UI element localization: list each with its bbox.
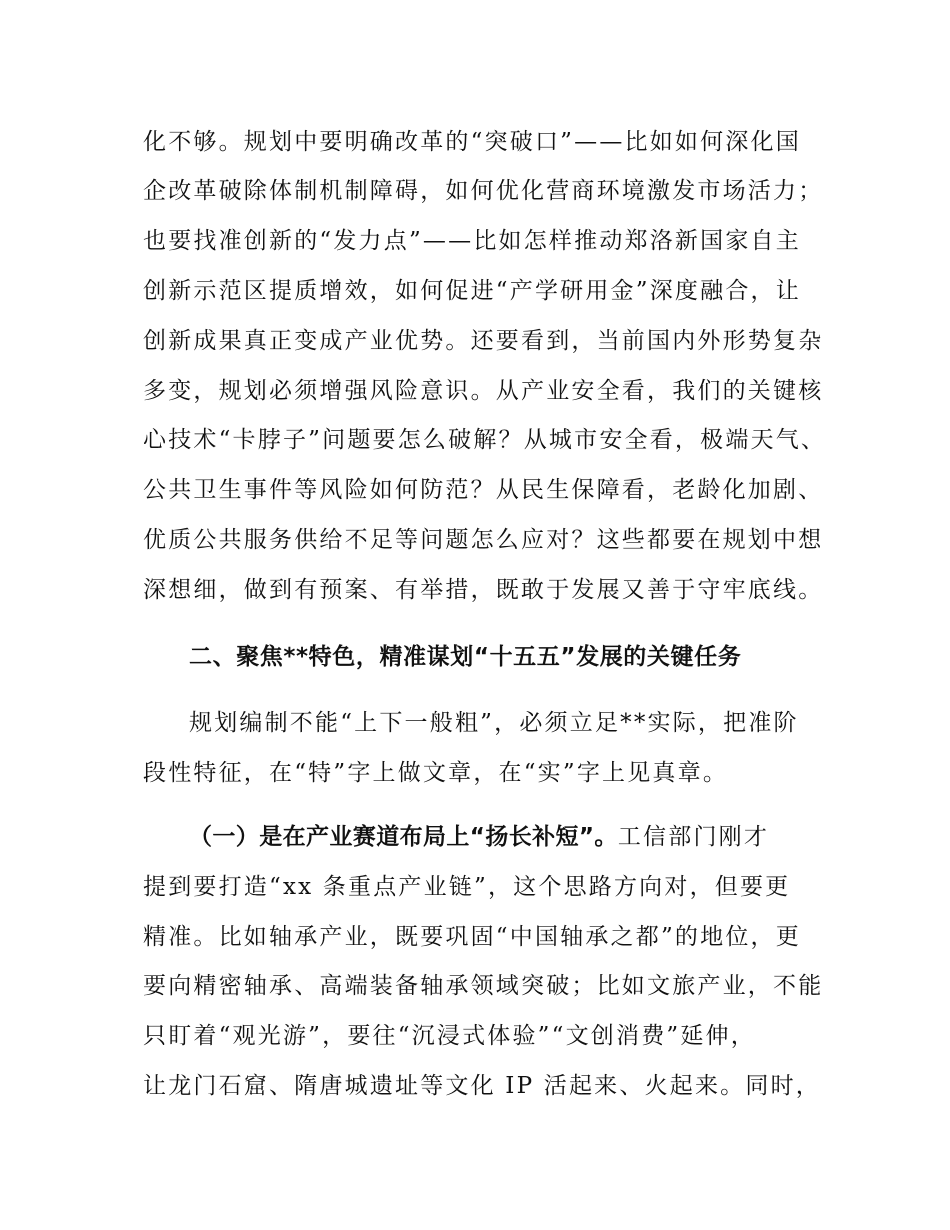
- paragraph-line: 心技术“卡脖子”问题要怎么破解？从城市安全看，极端天气、: [143, 427, 827, 453]
- paragraph-line: 优质公共服务供给不足等问题怎么应对？这些都要在规划中想: [143, 527, 824, 553]
- paragraph-line: 创新示范区提质增效，如何促进“产学研用金”深度融合，让: [143, 278, 801, 304]
- subsection-heading: （一）是在产业赛道布局上“扬长补短”。: [189, 824, 618, 850]
- paragraph-line: 企改革破除体制机制障碍，如何优化营商环境激发市场活力；: [143, 178, 824, 204]
- paragraph-line: 要向精密轴承、高端装备轴承领域突破；比如文旅产业，不能: [143, 973, 824, 999]
- paragraph-first-line: [189, 822, 769, 852]
- paragraph-text: 工信部门刚才: [617, 824, 770, 850]
- paragraph-line: 只盯着“观光游”，要往“沉浸式体验”“文创消费”延伸，: [143, 1023, 756, 1049]
- paragraph-line: 也要找准创新的“发力点”——比如怎样推动郑洛新国家自主: [143, 228, 801, 254]
- paragraph-line: 段性特征，在“特”字上做文章，在“实”字上见真章。: [143, 760, 729, 786]
- paragraph-line: 深想细，做到有预案、有举措，既敢于发展又善于守牢底线。: [143, 577, 824, 603]
- paragraph-line: 提到要打造“xx 条重点产业链”，这个思路方向对，但要更: [143, 874, 791, 900]
- paragraph-line: 创新成果真正变成产业优势。还要看到，当前国内外形势复杂: [143, 328, 824, 354]
- paragraph-line: 公共卫生事件等风险如何防范？从民生保障看，老龄化加剧、: [143, 477, 824, 503]
- section-heading: 二、聚焦**特色，精准谋划“十五五”发展的关键任务: [189, 644, 742, 670]
- paragraph-line: 精准。比如轴承产业，既要巩固“中国轴承之都”的地位，更: [143, 924, 801, 950]
- paragraph-line: 让龙门石窟、隋唐城遗址等文化 IP 活起来、火起来。同时，: [143, 1073, 821, 1099]
- paragraph-line: 化不够。规划中要明确改革的“突破口”——比如如何深化国: [143, 129, 801, 155]
- paragraph-line: 规划编制不能“上下一般粗”，必须立足**实际，把准阶: [189, 710, 799, 736]
- paragraph-line: 多变，规划必须增强风险意识。从产业安全看，我们的关键核: [143, 378, 824, 404]
